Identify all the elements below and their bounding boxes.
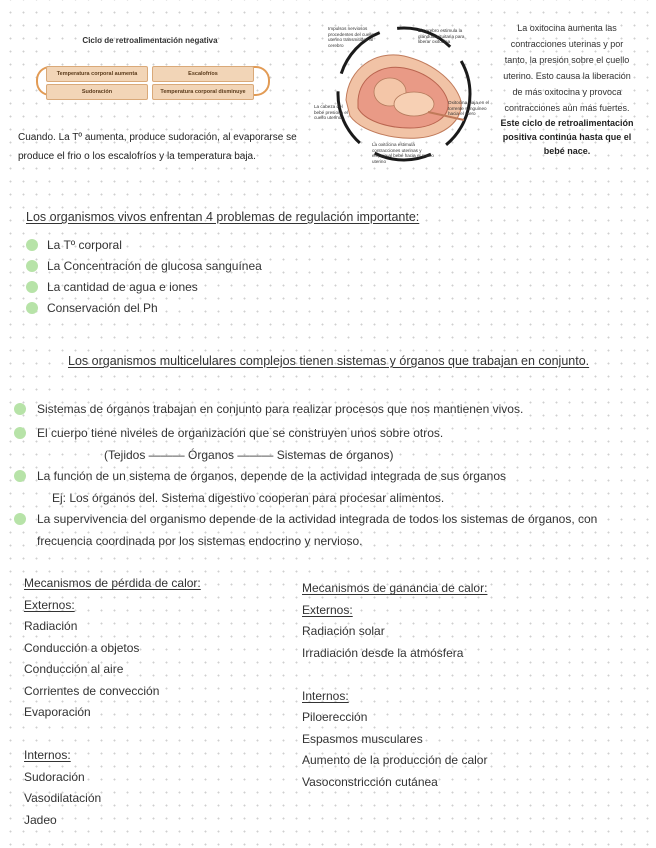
list-item <box>26 297 262 318</box>
bullet-icon <box>26 239 38 251</box>
heat-loss-title: Mecanismos de pérdida de calor: <box>24 576 201 590</box>
multicellular-item-text: La función de un sistema de órganos, depende de la actividad integrada de sus órganos <box>37 469 506 483</box>
multicellular-item-2 <box>14 426 443 440</box>
list-item: Conducción al aire <box>24 662 124 676</box>
feedback-note <box>18 128 318 166</box>
oxytocin-bold-line: Este ciclo de retroalimentación <box>500 118 634 128</box>
multicellular-item-1 <box>14 402 523 416</box>
multicellular-item-text: El cuerpo tiene niveles de organización que se construyen unos sobre otros. <box>37 426 444 440</box>
list-item <box>26 255 262 276</box>
bullet-icon <box>14 470 26 482</box>
heat-gain-title: Mecanismos de ganancia de calor: <box>302 581 488 595</box>
bullet-icon <box>14 403 26 415</box>
bullet-icon <box>26 281 38 293</box>
regulation-list <box>26 234 262 318</box>
list-item-text: La Concentración de glucosa sanguínea <box>47 258 262 273</box>
box-shivering: Escalofríos <box>152 66 254 82</box>
list-item: Aumento de la producción de calor <box>302 753 488 767</box>
regulation-heading: Los organismos vivos enfrentan 4 problemas de regulación importante: <box>26 210 420 224</box>
heat-gain-external-label: Externos: <box>302 602 353 617</box>
oxytocin-line: contracciones uterinas y por <box>510 39 624 49</box>
uterus-label-right: Oxitocina viaja en el torrente sanguíneo hacia el útero <box>448 100 490 116</box>
feedback-note-line-2: produce el frio o los escalofríos y la temperatura baja. <box>18 151 256 162</box>
box-temp-up: Temperatura corporal aumenta <box>46 66 148 82</box>
oxytocin-text <box>492 20 642 158</box>
list-item: Radiación solar <box>302 624 385 638</box>
list-item: Radiación <box>24 619 78 633</box>
multicellular-item-3-sub: Ej: Los órganos del. Sistema digestivo cooperan para procesar alimentos. <box>52 491 445 505</box>
bullet-icon <box>26 260 38 272</box>
heat-loss-external-label: Externos: <box>24 597 75 612</box>
list-item <box>26 276 262 297</box>
uterus-label-top-right: El cerebro estimula la glándula pituitaria para liberar oxitocina <box>418 28 465 44</box>
heat-loss-internal-label: Internos: <box>24 748 71 762</box>
list-item-text: La cantidad de agua e iones <box>47 279 198 294</box>
list-item: Evaporación <box>24 705 91 719</box>
list-item: Jadeo <box>24 812 57 827</box>
oxytocin-line: de más oxitocina y provoca <box>512 87 622 97</box>
multicellular-item-text: La supervivencia del organismo depende de la actividad integrada de todos los sistemas de órganos, con <box>37 512 598 526</box>
list-item <box>26 234 262 255</box>
box-sweating: Sudoración <box>46 84 148 100</box>
heat-gain-section <box>302 578 487 793</box>
multicellular-item-4 <box>14 512 597 526</box>
list-item: Conducción a objetos <box>24 640 140 655</box>
list-item: Irradiación desde la atmósfera <box>302 645 464 660</box>
heat-gain-internal-label: Internos: <box>302 688 349 703</box>
feedback-note-line-1: Cuando. La Tº aumenta, produce sudoración, al evaporarse se <box>18 132 297 143</box>
uterus-label-left: La cabeza del bebé presiona el cuello uterino <box>314 104 348 120</box>
list-item: Espasmos musculares <box>302 731 423 746</box>
uterus-label-top-left: Impulsos nerviosos procedentes del cuello uterino transmitidos al cerebro <box>328 26 374 48</box>
oxytocin-line: tanto, la presión sobre el cuello <box>504 55 630 65</box>
uterus-figure <box>314 16 490 166</box>
feedback-figure-title: Ciclo de retroalimentación negativa <box>82 36 218 45</box>
box-temp-down: Temperatura corporal disminuye <box>152 84 254 100</box>
list-item: Vasoconstricción cutánea <box>302 774 438 789</box>
oxytocin-bold-line: bebé nace. <box>543 146 591 156</box>
multicellular-item-text: Sistemas de órganos trabajan en conjunto para realizar procesos que nos mantienen vivos. <box>37 402 524 416</box>
oxytocin-bold-line: positiva continúa hasta que el <box>502 132 632 142</box>
multicellular-item-2-sub: (Tejidos ——— Órganos ——— Sistemas de órganos) <box>104 448 394 462</box>
list-item: Sudoración <box>24 769 85 784</box>
uterus-label-bottom: La oxitocina estimula contracciones uterinas y empuja al bebé hacia el cuello uterino <box>372 142 434 164</box>
bullet-icon <box>26 302 38 314</box>
list-item: Vasodilatación <box>24 791 102 805</box>
bullet-icon <box>14 427 26 439</box>
oxytocin-line: La oxitocina aumenta las <box>517 23 617 33</box>
list-item-text: La Tº corporal <box>47 237 122 252</box>
list-item: Corrientes de convección <box>24 683 160 698</box>
list-item-text: Conservación del Ph <box>47 300 158 315</box>
multicellular-item-4-cont: frecuencia coordinada por los sistemas endocrino y nervioso. <box>37 534 363 548</box>
bullet-icon <box>14 513 26 525</box>
heat-loss-section <box>24 573 201 831</box>
oxytocin-line: contracciones aún más fuertes. <box>504 103 630 113</box>
multicellular-item-3 <box>14 469 506 483</box>
oxytocin-line: uterino. Esto causa la liberación <box>503 71 631 81</box>
multicellular-heading: Los organismos multicelulares complejos tienen sistemas y órganos que trabajan en conjunto. <box>68 354 590 368</box>
list-item: Piloerección <box>302 710 368 724</box>
